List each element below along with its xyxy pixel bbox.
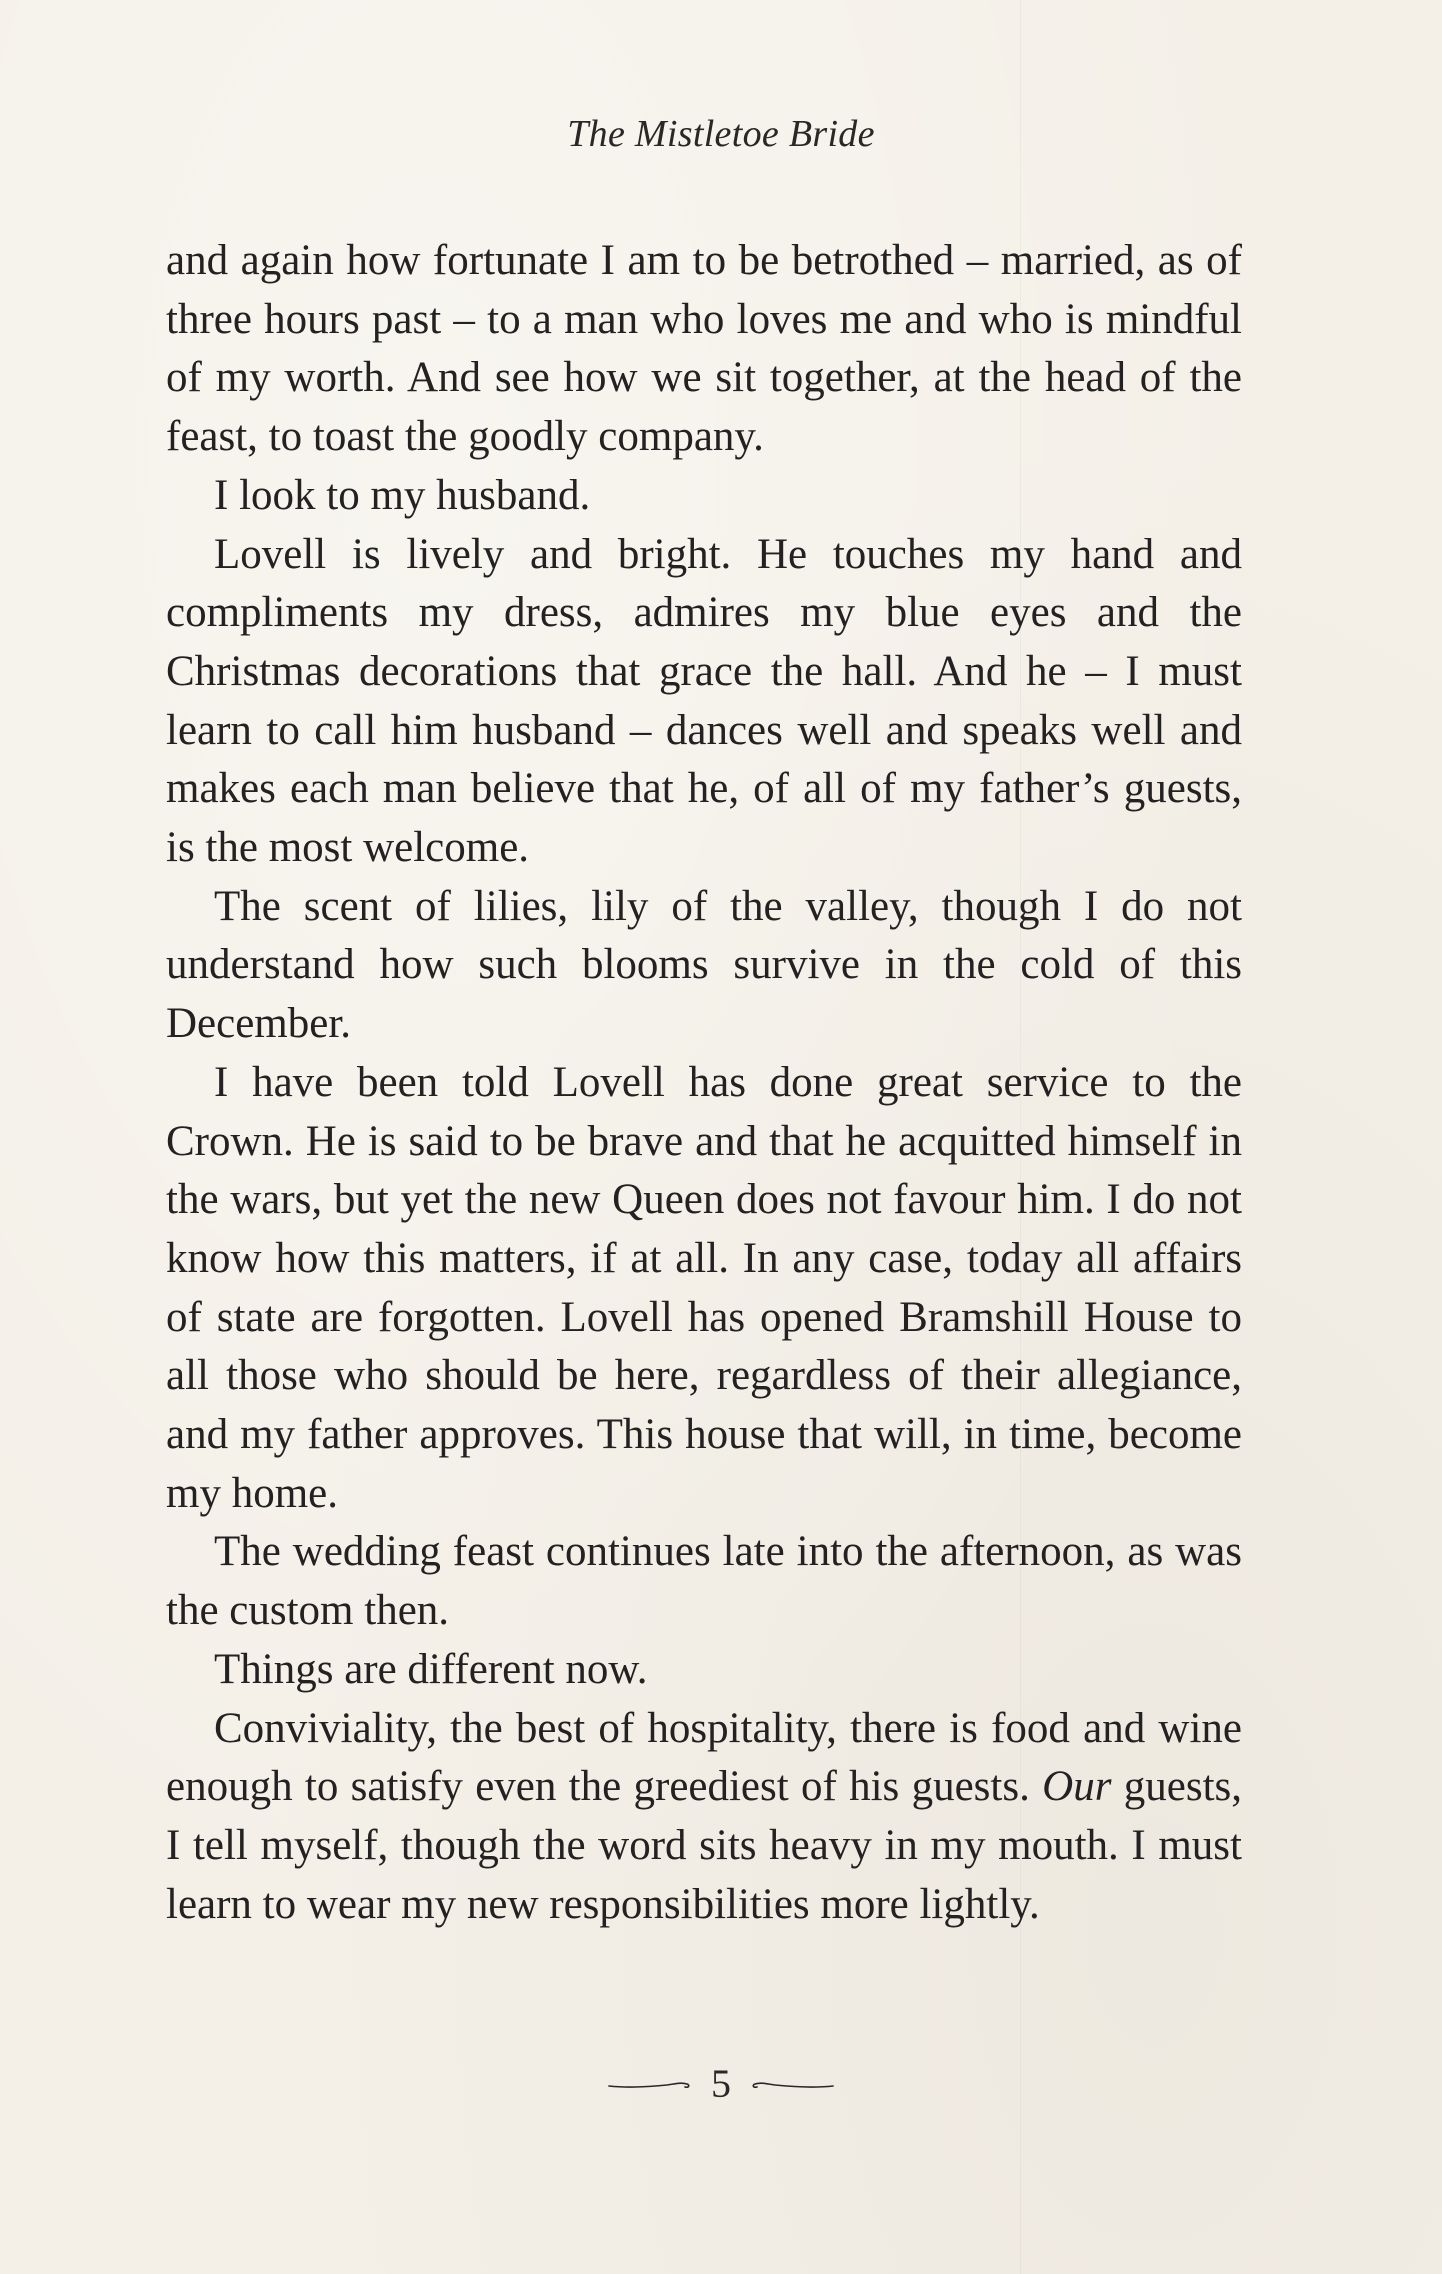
paragraph: and again how fortunate I am to be betrothed – married, as of three hours past – to a man who loves me and who is mindful of my worth. And see how we sit together, at the head of the feast, to toast the goodly company. [166, 237, 1242, 461]
left-swash-ornament [607, 2074, 693, 2094]
emphasis-word: Our [1042, 1763, 1112, 1811]
right-swash-ornament [749, 2074, 835, 2094]
running-head: The Mistletoe Bride [567, 113, 875, 155]
paragraph: Lovell is lively and bright. He touches my hand and compliments my dress, admires my blue eyes and the Christmas decorations that grace the hall. And he – I must learn to call him husband – dances well and speaks well and makes each man believe that he, of all of my father’s guests, is the most welcome. [166, 530, 1242, 872]
paragraph-text-continued: guests, I tell myself, though the word sits heavy in my mouth. I must learn to wear my new responsibilities more lightly. [166, 1763, 1243, 1928]
paragraph: I have been told Lovell has done great service to the Crown. He is said to be brave and that he acquitted himself in the wars, but yet the new Queen does not favour him. I do not know how this matters, if at all. In any case, today all affairs of state are forgotten. Lovell has opened Bramshill House to all those who should be here, regardless of their allegiance, and my father approves. This house that will, in time, become my home. [166, 1058, 1242, 1517]
paragraph: I look to my husband. [214, 471, 591, 519]
page-number: 5 [711, 2061, 731, 2107]
body-text [166, 232, 1242, 1934]
paragraph-text: Conviviality, the best of hospitality, there is food and wine enough to satisfy even the greediest of his guests. [166, 1704, 1242, 1811]
page-number-ornament [0, 2056, 1442, 2107]
paragraph: Things are different now. [214, 1645, 648, 1693]
paragraph: The scent of lilies, lily of the valley, though I do not understand how such blooms survive in the cold of this December. [166, 882, 1242, 1048]
paragraph: The wedding feast continues late into the afternoon, as was the custom then. [166, 1528, 1242, 1635]
paragraph [166, 1700, 1242, 1935]
